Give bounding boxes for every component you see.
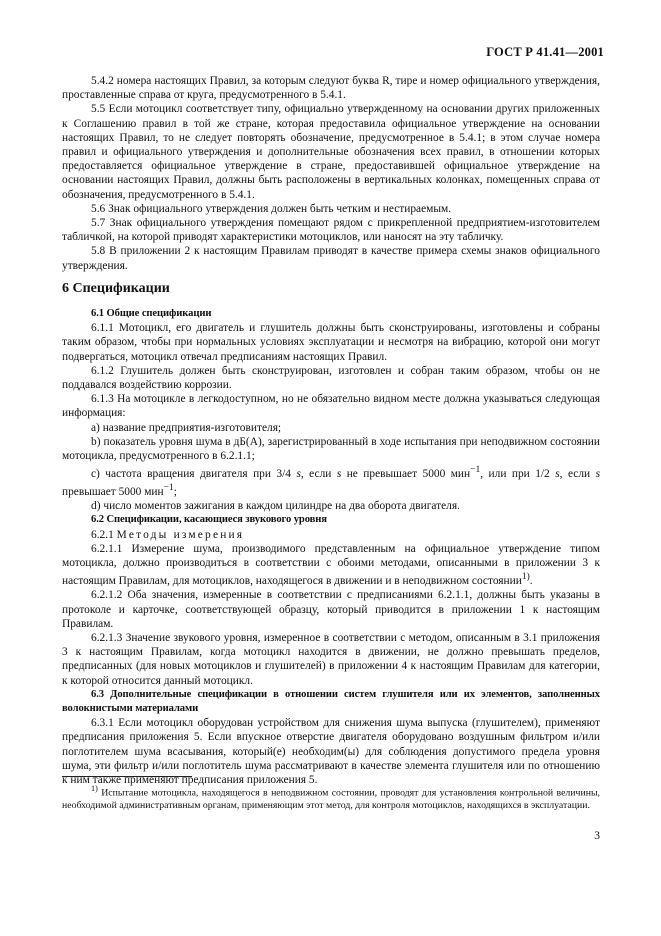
heading-6-2-1-title: Методы измерения [116,528,245,541]
heading-6-2: 6.2 Спецификации, касающиеся звукового уровня [91,514,327,526]
heading-6-2-1-number: 6.2.1 [91,528,114,541]
paragraph-6-3-1: 6.3.1 Если мотоцикл оборудован устройством для снижения шума выпуска (глушителем), применяют предписания приложения 5. Если впускное отверстие двигателя оборудовано воздушным фильтром и/или поглотителем шума всасывания, который(е) необходим(ы) для соблюдения допустимого предела уровня шума, эти фильтр и/или поглотитель шума рассматривают в качестве элемента глушителя или по отношению к ним также применяют предписания приложения 5. [62,717,600,786]
paragraph-6-1-2: 6.1.2 Глушитель должен быть сконструирован, изготовлен и собран таким образом, чтобы он не поддавался воздействию коррозии. [62,364,600,392]
page-body [62,74,600,787]
item-c-text-1: с) частота вращения двигателя при 3/4 [91,468,297,481]
paragraph-5-6: 5.6 Знак официального утверждения должен быть четким и нестираемым. [91,202,452,215]
list-item-d: d) число моментов зажигания в каждом цилиндре на два оборота двигателя. [91,500,460,513]
paragraph-6-2-1-3: 6.2.1.3 Значение звукового уровня, измеренное в соответствии с методом, описанным в 3.1 приложения 3 к настоящим Правилам, когда мотоцикл находится в движении, не должно превышать пределов, предписанных (для новых мотоциклов и глушителей) в приложении 4 к настоящим Правилам для категории, к которой относится данный мотоцикл. [62,631,600,687]
footnote-marker: 1) [91,784,98,793]
paragraph-6-2-1-1 [62,542,600,588]
footnote-text: Испытание мотоцикла, находящегося в неподвижном состоянии, проводят для установления контрольной величины, необходимой административным органам, применяющим этот метод, для контроля мотоциклов, находящихся в эксплуатации. [62,787,600,811]
paragraph-6-2-1-2: 6.2.1.2 Оба значения, измеренные в соответствии с предписаниями 6.2.1.1, должны быть указаны в протоколе и карточке, соответствующей образцу, который приводится в приложении 1 к настоящим Правилам. [62,589,600,630]
item-c-symbol-s: s [296,468,301,481]
paragraph-6-2-1-1-text: 6.2.1.1 Измерение шума, производимого представленным на официальное утверждение типом мотоцикла, должно производиться в соответствии с обоими методами, описанными в приложении 3 к настоящим Правилам, для мотоциклов, находящегося в движении и в неподвижном состоянии [62,542,600,588]
heading-6-1: 6.1 Общие спецификации [91,308,212,320]
footnote-reference: 1) [521,572,530,583]
item-c-text-3: не превышает 5000 мин [341,468,471,481]
item-c-symbol-s: s [555,468,560,481]
item-c-text-4: , или при 1/2 [480,468,556,481]
page-number: 3 [594,830,600,842]
footnote [62,783,600,812]
paragraph-6-1-3: 6.1.3 На мотоцикле в легкодоступном, но не обязательно видном месте должна указываться следующая информация: [62,393,600,420]
heading-6-2-1 [62,528,600,542]
section-6-heading: 6 Спецификации [62,280,170,296]
footnote-divider [62,776,192,777]
item-c-exponent: −1 [163,483,174,494]
document-header: ГОСТ Р 41.41—2001 [486,45,604,59]
list-item-a: а) название предприятия-изготовителя; [91,421,282,434]
paragraph-5-5: 5.5 Если мотоцикл соответствует типу, официально утвержденному на основании других приложенных к Соглашению правил в той же стране, которая предоставила официальное утверждение на основании настоящих Правил, то не следует повторять обозначение, предусмотренное в 5.4.1; в этом случае номера правил и официального утверждения и дополнительные обозначения всех правил, в отношении которых предоставляется официальное утверждение в стране, предоставившей официальное утверждение на основании настоящих Правил, должны быть расположены в вертикальных колонках, помещенных справа от обозначения, предусмотренного в 5.4.1. [62,103,600,201]
list-item-c [62,463,600,499]
item-c-exponent: −1 [470,465,481,476]
paragraph-5-4-2: 5.4.2 номера настоящих Правил, за которым следуют буква R, тире и номер официального утверждения, проставленные справа от круга, предусмотренного в 5.4.1. [62,75,600,102]
item-c-symbol-s: s [336,468,342,481]
heading-6-3: 6.3 Дополнительные спецификации в отношении систем глушителя или их элементов, заполненных волокнистыми материалами [62,688,600,714]
paragraph-6-1-1: 6.1.1 Мотоцикл, его двигатель и глушитель должны быть сконструированы, изготовлены и собраны таким образом, чтобы при нормальных условиях эксплуатации и несмотря на вибрацию, которой они могут подвергаться, мотоцикл отвечал предписаниям настоящих Правил. [62,322,600,363]
paragraph-5-8: 5.8 В приложении 2 к настоящим Правилам приводят в качестве примера схемы знаков официального утверждения. [62,245,600,272]
item-c-text-6: превышает 5000 мин [62,486,164,499]
item-c-text-2: , если [300,468,337,481]
list-item-b: b) показатель уровня шума в дБ(А), зарегистрированный в ходе испытания при неподвижном состоянии мотоцикла, предусмотренного в 6.2.1.1; [62,435,600,463]
paragraph-5-7: 5.7 Знак официального утверждения помещают рядом с прикрепленной предприятием-изготовителем табличкой, на которой приводят характеристики мотоциклов, или наносят на эту табличку. [62,217,600,244]
item-c-text-5: , если [559,468,596,481]
paragraph-6-2-1-1-end: . [529,575,533,588]
item-c-text-7: ; [173,486,177,499]
item-c-symbol-s: s [595,468,601,481]
